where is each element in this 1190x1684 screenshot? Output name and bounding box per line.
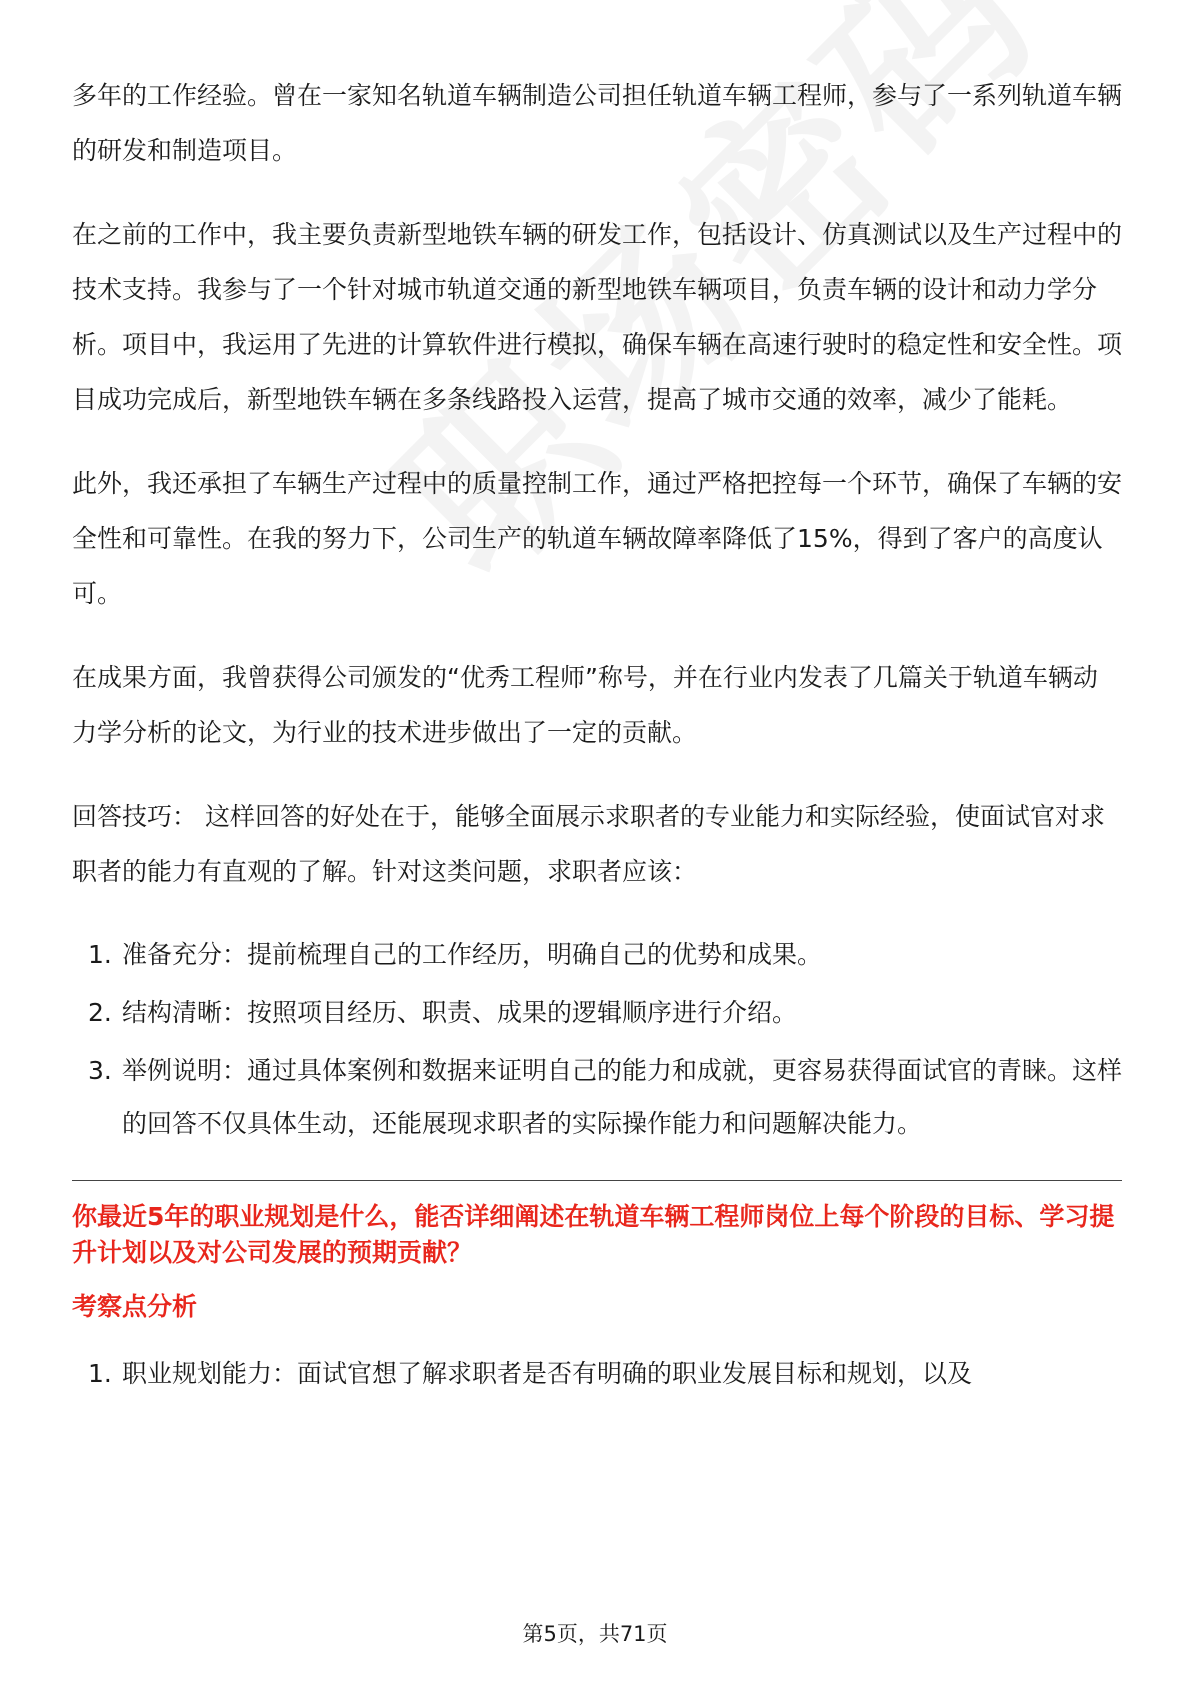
list-item-number: 3. [88, 1056, 112, 1085]
paragraph-previous-work: 在之前的工作中，我主要负责新型地铁车辆的研发工作，包括设计、仿真测试以及生产过程中的技术支持。我参与了一个针对城市轨道交通的新型地铁车辆项目，负责车辆的设计和动力学分析。项目中，我运用了先进的计算软件进行模拟，确保车辆在高速行驶时的稳定性和安全性。项目成功完成后，新型地铁车辆在多条线路投入运营，提高了城市交通的效率，减少了能耗。 [72, 220, 1123, 414]
interview-question: 你最近5年的职业规划是什么，能否详细阐述在轨道车辆工程师岗位上每个阶段的目标、学习提升计划以及对公司发展的预期贡献？ [72, 1202, 1115, 1267]
list-item-number: 1. [88, 1359, 112, 1388]
list-item [72, 1347, 1122, 1400]
analysis-heading: 考察点分析 [72, 1292, 198, 1321]
list-item-text: 准备充分：提前梳理自己的工作经历，明确自己的优势和成果。 [122, 940, 823, 969]
section-divider [72, 1180, 1122, 1181]
page-content [72, 68, 1122, 1405]
list-item [72, 1044, 1122, 1150]
page-number-footer: 第5页，共71页 [522, 1622, 668, 1646]
paragraph-experience-intro: 多年的工作经验。曾在一家知名轨道车辆制造公司担任轨道车辆工程师，参与了一系列轨道车辆的研发和制造项目。 [72, 81, 1123, 165]
paragraph-quality-control: 此外，我还承担了车辆生产过程中的质量控制工作，通过严格把控每一个环节，确保了车辆的安全性和可靠性。在我的努力下，公司生产的轨道车辆故障率降低了15%，得到了客户的高度认可。 [72, 469, 1123, 608]
list-item-text: 职业规划能力：面试官想了解求职者是否有明确的职业发展目标和规划，以及 [122, 1359, 973, 1388]
list-item-number: 1. [88, 940, 112, 969]
list-item [72, 928, 1122, 981]
list-item [72, 986, 1122, 1039]
analysis-list [72, 1347, 1122, 1400]
paragraph-achievements: 在成果方面，我曾获得公司颁发的“优秀工程师”称号，并在行业内发表了几篇关于轨道车辆动力学分析的论文，为行业的技术进步做出了一定的贡献。 [72, 663, 1098, 747]
paragraph-answer-tips: 回答技巧： 这样回答的好处在于，能够全面展示求职者的专业能力和实际经验，使面试官对求职者的能力有直观的了解。针对这类问题，求职者应该： [72, 802, 1105, 886]
tips-list [72, 928, 1122, 1150]
list-item-text: 结构清晰：按照项目经历、职责、成果的逻辑顺序进行介绍。 [122, 998, 798, 1027]
list-item-number: 2. [88, 998, 112, 1027]
list-item-text: 举例说明：通过具体案例和数据来证明自己的能力和成就，更容易获得面试官的青睐。这样的回答不仅具体生动，还能展现求职者的实际操作能力和问题解决能力。 [122, 1056, 1123, 1138]
